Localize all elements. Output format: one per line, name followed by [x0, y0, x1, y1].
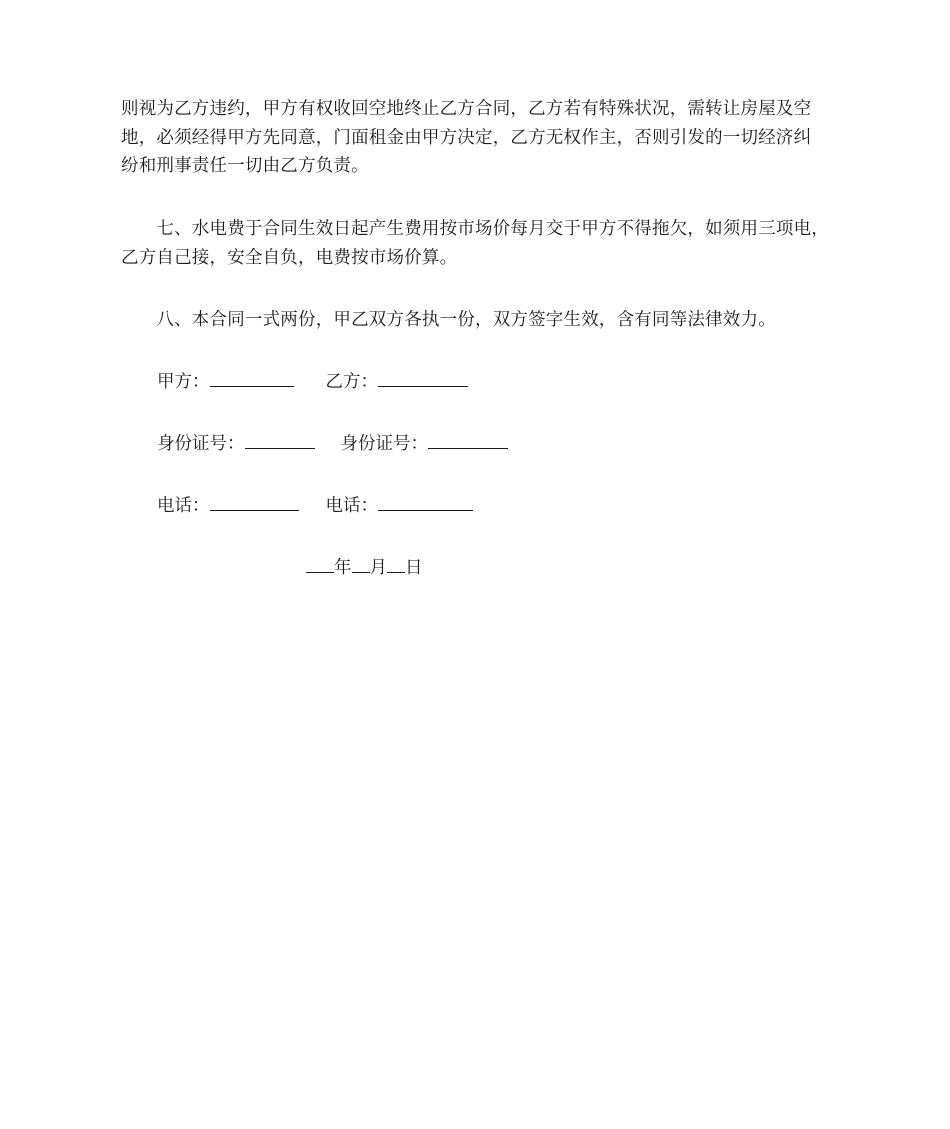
month-label: 月	[369, 558, 387, 578]
clause-7	[121, 215, 841, 272]
party-b-label: 乙方：	[325, 372, 378, 392]
year-blank[interactable]	[306, 556, 334, 573]
clause-7-line-1: 七、水电费于合同生效日起产生费用按市场价每月交于甲方不得拖欠，如须用三项电，	[121, 219, 829, 239]
clause-6-line-1: 则视为乙方违约，甲方有权收回空地终止乙方合同，乙方若有特殊状况，需转让房屋及空	[121, 99, 812, 119]
party-b-blank[interactable]	[378, 370, 468, 387]
phone-a-blank[interactable]	[210, 494, 299, 511]
clause-6-tail	[121, 95, 841, 181]
clause-8-line-1: 八、本合同一式两份，甲乙双方各执一份，双方签字生效，含有同等法律效力。	[121, 310, 776, 330]
id-a-blank[interactable]	[245, 432, 315, 449]
id-a-label: 身份证号：	[157, 434, 245, 454]
date-row	[306, 556, 423, 580]
phone-a-label: 电话：	[157, 496, 210, 516]
day-label: 日	[405, 558, 423, 578]
month-blank[interactable]	[352, 556, 370, 573]
signature-row-parties	[157, 370, 468, 394]
clause-6-line-3: 纷和刑事责任一切由乙方负责。	[121, 156, 369, 176]
signature-row-id	[157, 432, 508, 456]
day-blank[interactable]	[387, 556, 405, 573]
phone-b-blank[interactable]	[378, 494, 473, 511]
id-b-blank[interactable]	[428, 432, 508, 449]
clause-8	[121, 306, 841, 335]
phone-b-label: 电话：	[325, 496, 378, 516]
party-a-blank[interactable]	[210, 370, 294, 387]
year-label: 年	[334, 558, 352, 578]
id-b-label: 身份证号：	[340, 434, 428, 454]
signature-row-phone	[157, 494, 473, 518]
party-a-label: 甲方：	[157, 372, 210, 392]
clause-6-line-2: 地，必须经得甲方先同意，门面租金由甲方决定，乙方无权作主，否则引发的一切经济纠	[121, 127, 812, 148]
clause-7-line-2: 乙方自己接，安全自负，电费按市场价算。	[121, 247, 458, 268]
